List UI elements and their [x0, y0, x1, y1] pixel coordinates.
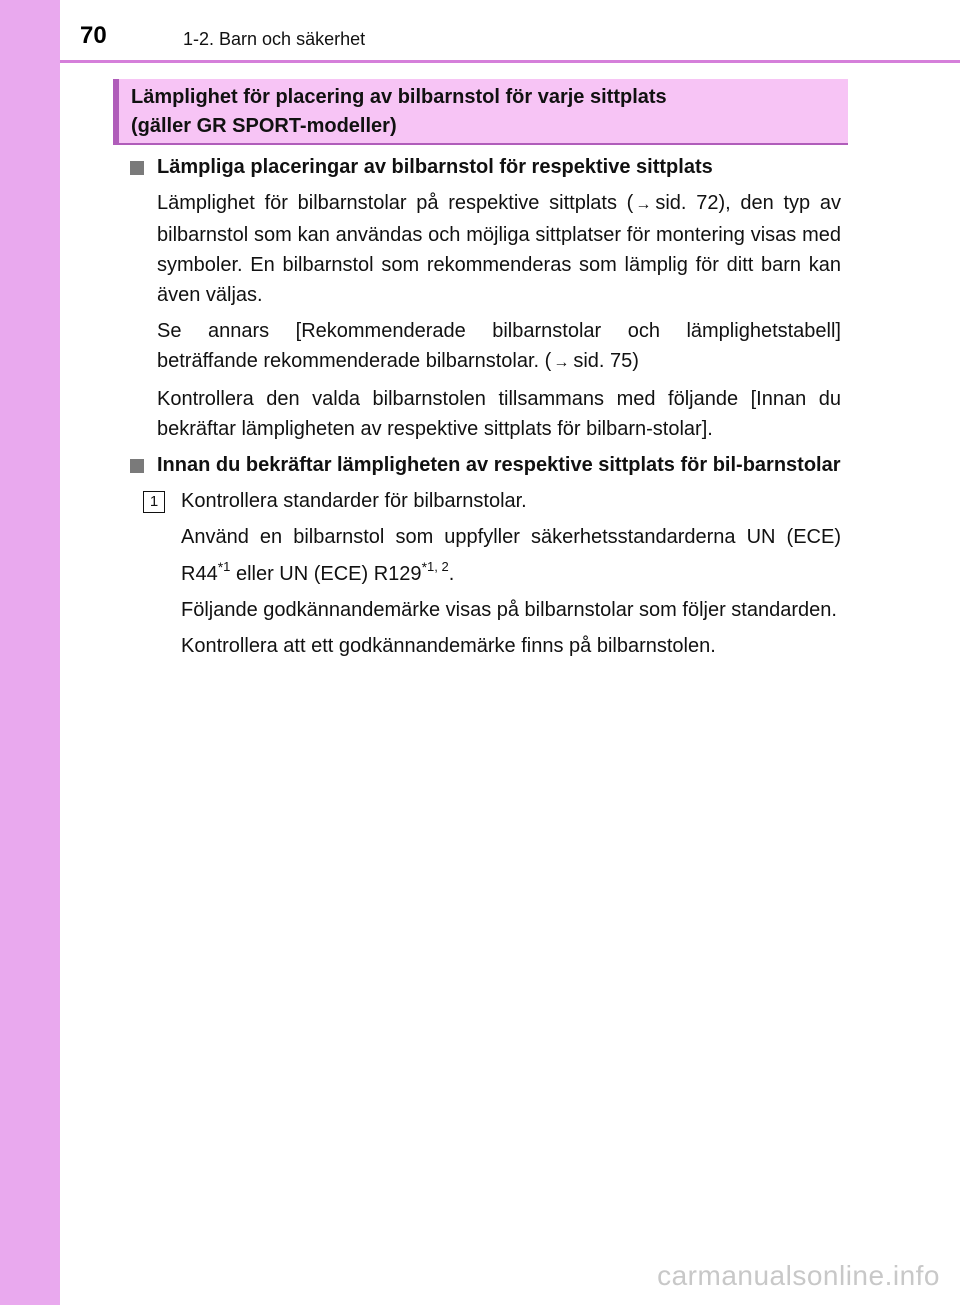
side-tab: [0, 0, 60, 1305]
footnote-star-icon: *: [421, 559, 428, 575]
step-number-badge: 1: [143, 491, 165, 513]
section-title-line2: (gäller GR SPORT-modeller): [131, 115, 397, 137]
footnote-star-icon: *: [217, 559, 224, 575]
header-rule: [60, 60, 960, 63]
subheading-text: Innan du bekräftar lämpligheten av respektive sittplats för bil-barnstolar: [157, 454, 841, 476]
square-bullet-icon: [130, 161, 144, 175]
paragraph-text: Använd en bilbarnstol som uppfyller säkerhetsstandarderna UN (ECE) R44: [181, 526, 841, 585]
paragraph-text: Lämplighet för bilbarnstolar på respektive sittplats (: [157, 192, 634, 214]
paragraph-approval-mark: Följande godkännandemärke visas på bilbarnstolar som följer standarden.: [181, 599, 837, 621]
main-content: [128, 150, 841, 661]
step-text: Kontrollera standarder för bilbarnstolar.: [181, 490, 527, 512]
step-1: [128, 486, 841, 516]
paragraph-text: Se annars [Rekommenderade bilbarnstolar och lämplighetstabell] beträffande rekommenderade bilbarnstolar. (: [157, 320, 841, 372]
subheading-before-confirm: [128, 450, 841, 480]
section-title-box: [113, 79, 848, 145]
paragraph-suitability: [128, 188, 841, 310]
footnote-ref: 1: [223, 559, 231, 574]
subheading-placements: [128, 152, 841, 182]
paragraph-text: sid. 72), den typ av bilbarnstol som kan användas och möjliga sittplatser för montering visas med symboler. En bilbarnstol som rekommenderas som lämplig för ditt barn kan även väljas.: [157, 192, 842, 306]
watermark: carmanualsonline.info: [657, 1260, 940, 1291]
paragraph-standards: [128, 522, 841, 589]
paragraph-text: sid. 75): [573, 350, 639, 372]
paragraph-text: eller UN (ECE) R129: [230, 563, 422, 585]
page-number: 70: [80, 22, 107, 49]
paragraph-text: .: [448, 563, 455, 585]
paragraph-check-mark: Kontrollera att ett godkännandemärke finns på bilbarnstolen.: [181, 635, 716, 657]
subheading-text: Lämpliga placeringar av bilbarnstol för respektive sittplats: [157, 156, 713, 178]
footnote-ref: 1, 2: [427, 559, 449, 574]
square-bullet-icon: [130, 459, 144, 473]
arrow-right-icon: →: [635, 196, 652, 213]
paragraph-recommended: [128, 316, 841, 378]
paragraph-check-seat: Kontrollera den valda bilbarnstolen tillsammans med följande [Innan du bekräftar lämpligheten av respektive sittplats för bilbarn-stolar].: [157, 388, 841, 440]
running-head: 1-2. Barn och säkerhet: [183, 29, 366, 49]
arrow-right-icon: →: [553, 354, 570, 371]
section-title-line1: Lämplighet för placering av bilbarnstol för varje sittplats: [131, 86, 667, 108]
